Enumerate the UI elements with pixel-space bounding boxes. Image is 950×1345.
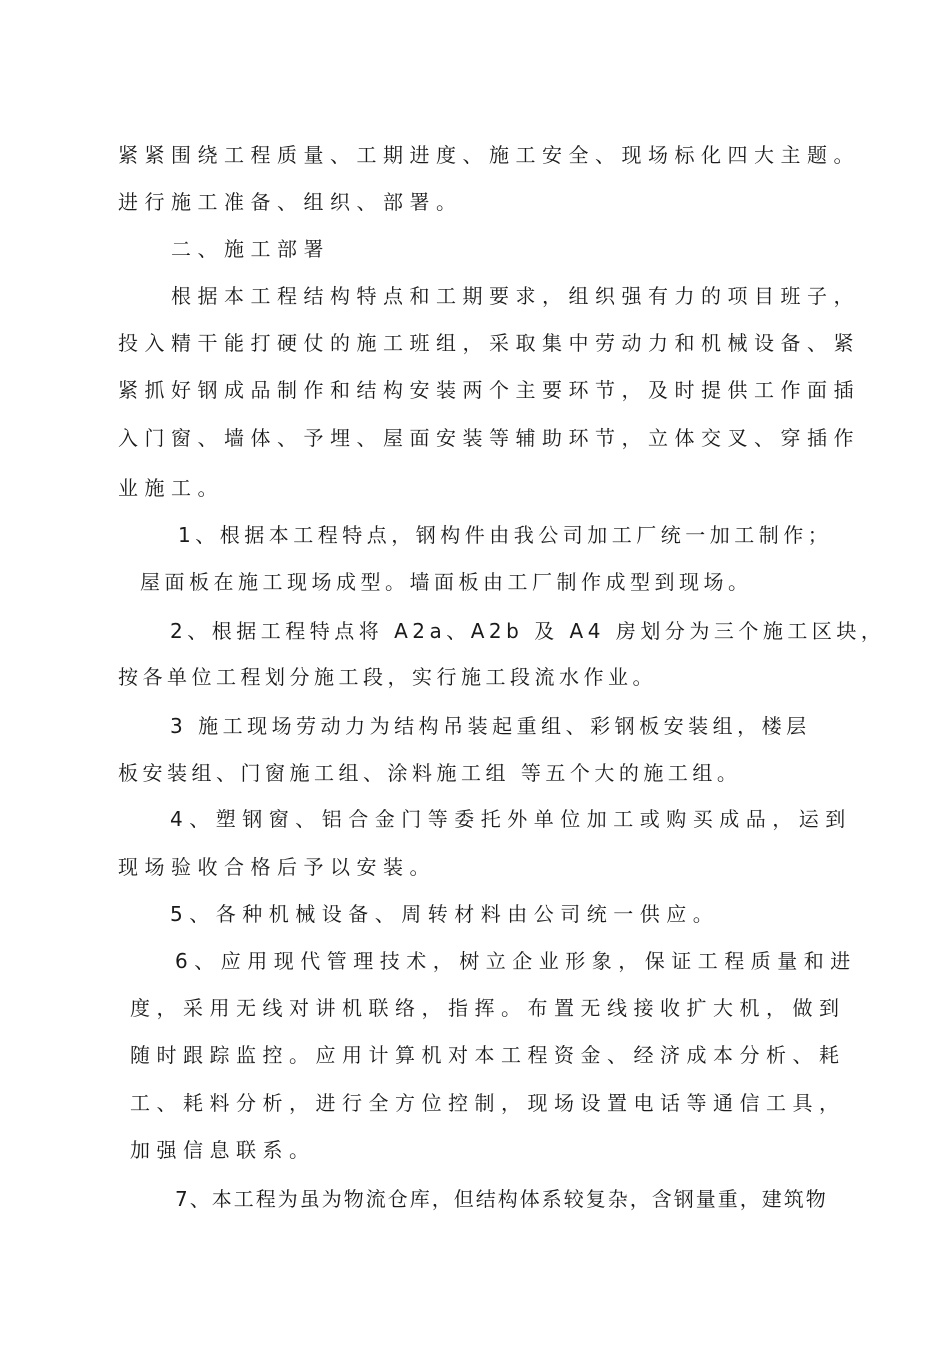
- text-line-18: 6、应用现代管理技术，树立企业形象，保证工程质量和进: [175, 949, 857, 973]
- text-line-4: 根据本工程结构特点和工期要求，组织强有力的项目班子，: [171, 284, 860, 308]
- text-line-1: 紧紧围绕工程质量、工期进度、施工安全、现场标化四大主题。: [118, 143, 860, 167]
- text-line-10: 屋面板在施工现场成型。墙面板由工厂制作成型到现场。: [140, 570, 753, 594]
- text-line-15: 4、塑钢窗、铝合金门等委托外单位加工或购买成品，运到: [170, 807, 852, 831]
- text-line-20: 随时跟踪监控。应用计算机对本工程资金、经济成本分析、耗: [130, 1043, 846, 1067]
- text-line-12: 按各单位工程划分施工段，实行施工段流水作业。: [118, 665, 657, 689]
- text-line-8: 业施工。: [118, 476, 224, 500]
- text-line-19: 度，采用无线对讲机联络，指挥。布置无线接收扩大机，做到: [130, 996, 846, 1020]
- text-line-16: 现场验收合格后予以安装。: [118, 855, 436, 879]
- text-line-14: 板安装组、门窗施工组、涂料施工组 等五个大的施工组。: [118, 761, 742, 785]
- text-line-23: 7、本工程为虽为物流仓库，但结构体系较复杂，含钢量重，建筑物: [175, 1187, 828, 1211]
- text-line-21: 工、耗料分析，进行全方位控制，现场设置电话等通信工具，: [130, 1091, 846, 1115]
- text-line-9: 1、根据本工程特点，钢构件由我公司加工厂统一加工制作；: [178, 523, 833, 547]
- text-line-13: 3 施工现场劳动力为结构吊装起重组、彩钢板安装组，楼层: [170, 714, 811, 738]
- text-line-11: 2、根据工程特点将 A2a、A2b 及 A4 房划分为三个施工区块，: [170, 619, 886, 643]
- text-line-17: 5、各种机械设备、周转材料由公司统一供应。: [170, 902, 720, 926]
- text-line-7: 入门窗、墙体、予埋、屋面安装等辅助环节，立体交叉、穿插作: [118, 426, 860, 450]
- text-line-2: 进行施工准备、组织、部署。: [118, 190, 463, 214]
- text-line-5: 投入精干能打硬仗的施工班组，采取集中劳动力和机械设备、紧: [118, 331, 860, 355]
- text-line-6: 紧抓好钢成品制作和结构安装两个主要环节，及时提供工作面插: [118, 378, 860, 402]
- text-line-22: 加强信息联系。: [130, 1138, 316, 1162]
- section-heading: 二、施工部署: [171, 237, 330, 261]
